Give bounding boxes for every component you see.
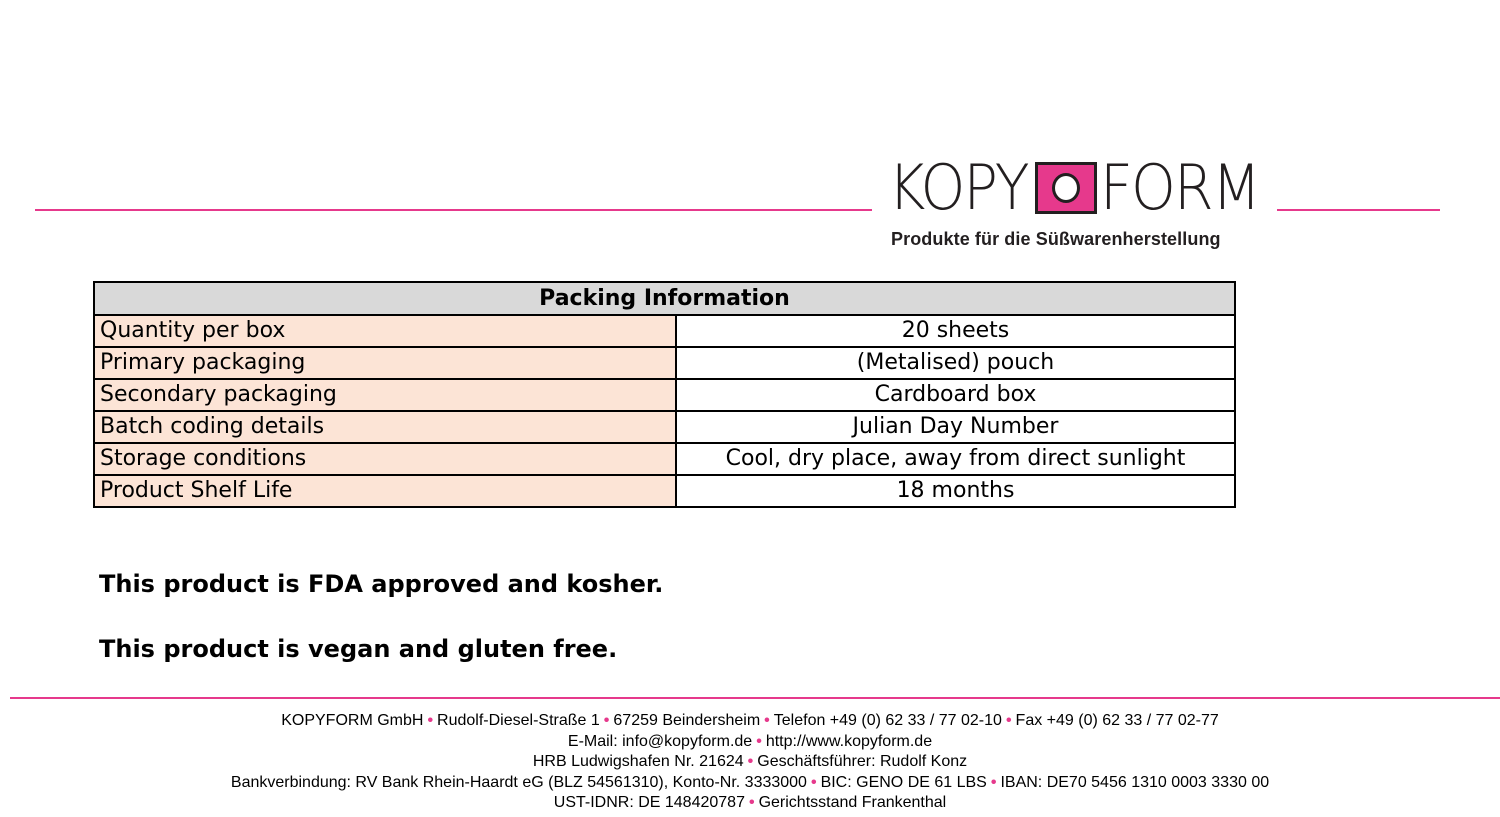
footer-rule [10, 697, 1500, 699]
vegan-statement: This product is vegan and gluten free. [99, 635, 618, 663]
bullet-separator: • [603, 712, 610, 729]
bullet-separator: • [427, 712, 434, 729]
city-address: 67259 Beindersheim [613, 712, 761, 729]
bullet-separator: • [747, 753, 754, 771]
bic-code: BIC: GENO DE 61 LBS [820, 773, 987, 791]
table-row [94, 379, 1235, 411]
logo-text-form: FORM [1100, 151, 1260, 224]
company-footer [0, 711, 1500, 814]
row-label: Storage conditions [94, 443, 676, 475]
footer-contact-line [0, 732, 1500, 753]
bullet-separator: • [748, 794, 755, 812]
phone-number: Telefon +49 (0) 62 33 / 77 02-10 [773, 712, 1002, 729]
footer-address-line [0, 711, 1500, 732]
header-rule-right [1277, 209, 1440, 211]
iban-code: IBAN: DE70 5456 1310 0003 3330 00 [1000, 773, 1270, 791]
row-value: Cool, dry place, away from direct sunlight [676, 443, 1235, 475]
managing-director: Geschäftsführer: Rudolf Konz [757, 753, 968, 771]
bank-details: Bankverbindung: RV Bank Rhein-Haardt eG (BLZ 54561310), Konto-Nr. 3333000 [230, 773, 807, 791]
commercial-register: HRB Ludwigshafen Nr. 21624 [532, 753, 744, 771]
table-row [94, 315, 1235, 347]
row-label: Product Shelf Life [94, 475, 676, 507]
row-value: Cardboard box [676, 379, 1235, 411]
bullet-separator: • [810, 773, 817, 791]
packing-information-table [93, 281, 1236, 508]
row-value: 20 sheets [676, 315, 1235, 347]
street-address: Rudolf-Diesel-Straße 1 [437, 712, 600, 729]
vat-id: UST-IDNR: DE 148420787 [553, 794, 745, 812]
company-tagline: Produkte für die Süßwarenherstellung [891, 229, 1221, 249]
footer-bank-line [0, 773, 1500, 794]
bullet-separator: • [764, 712, 770, 729]
bullet-separator: • [990, 773, 997, 791]
logo-square-icon [1035, 162, 1097, 214]
row-value: Julian Day Number [676, 411, 1235, 443]
table-row [94, 443, 1235, 475]
table-row [94, 411, 1235, 443]
row-value: (Metalised) pouch [676, 347, 1235, 379]
fax-number: Fax +49 (0) 62 33 / 77 02-77 [1015, 712, 1219, 729]
table-row [94, 347, 1235, 379]
header-rule-left [35, 209, 872, 211]
row-label: Primary packaging [94, 347, 676, 379]
bullet-separator: • [1005, 712, 1012, 729]
row-label: Batch coding details [94, 411, 676, 443]
kopyform-logo [888, 151, 1268, 224]
footer-tax-line [0, 793, 1500, 814]
row-label: Quantity per box [94, 315, 676, 347]
table-title: Packing Information [94, 282, 1235, 315]
email-link[interactable]: E-Mail: info@kopyform.de [567, 732, 753, 750]
jurisdiction: Gerichtsstand Frankenthal [758, 794, 947, 812]
row-label: Secondary packaging [94, 379, 676, 411]
footer-register-line [0, 752, 1500, 773]
website-link[interactable]: http://www.kopyform.de [765, 732, 933, 750]
row-value: 18 months [676, 475, 1235, 507]
bullet-separator: • [756, 732, 762, 750]
fda-statement: This product is FDA approved and kosher. [99, 570, 664, 598]
logo-text-kopy: KOPY [888, 151, 1028, 224]
table-row [94, 475, 1235, 507]
company-name: KOPYFORM GmbH [281, 712, 424, 729]
